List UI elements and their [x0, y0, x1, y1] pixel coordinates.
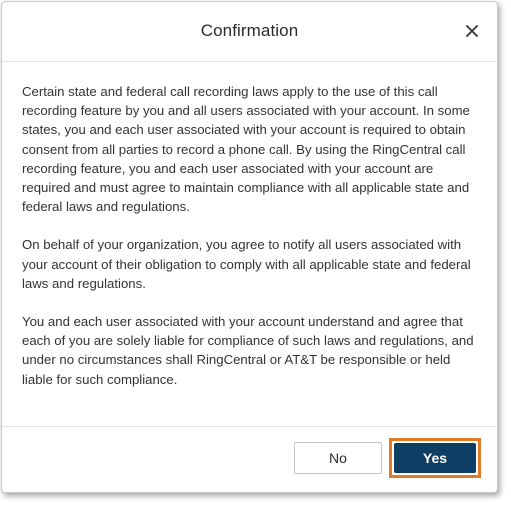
close-icon [463, 22, 481, 40]
no-button[interactable]: No [294, 442, 382, 474]
yes-button[interactable]: Yes [394, 443, 476, 473]
paragraph-liability: You and each user associated with your account understand and agree that each of you are solely liable for compliance of such laws and regulations, and under no circumstances shall RingCentral or AT&T be responsible or held liable for such compliance. [22, 314, 474, 387]
paragraph-recording-laws: Certain state and federal call recording laws apply to the use of this call recording feature by you and all users associated with your account. In some states, you and each user associated with your account is required to obtain consent from all parties to record a phone call. By using the RingCentral call recording feature, you and each user associated with your account are required and must agree to maintain compliance with all applicable state and federal laws and regulations. [22, 84, 470, 215]
paragraph-notify-users: On behalf of your organization, you agree to notify all users associated with your account of their obligation to comply with all applicable state and federal laws and regulations. [22, 237, 471, 291]
dialog-header [2, 2, 497, 62]
dialog-body [22, 82, 477, 408]
dialog-footer [2, 426, 497, 492]
dialog-title: Confirmation [200, 21, 299, 40]
confirmation-dialog [1, 1, 498, 493]
close-button[interactable] [463, 22, 481, 40]
